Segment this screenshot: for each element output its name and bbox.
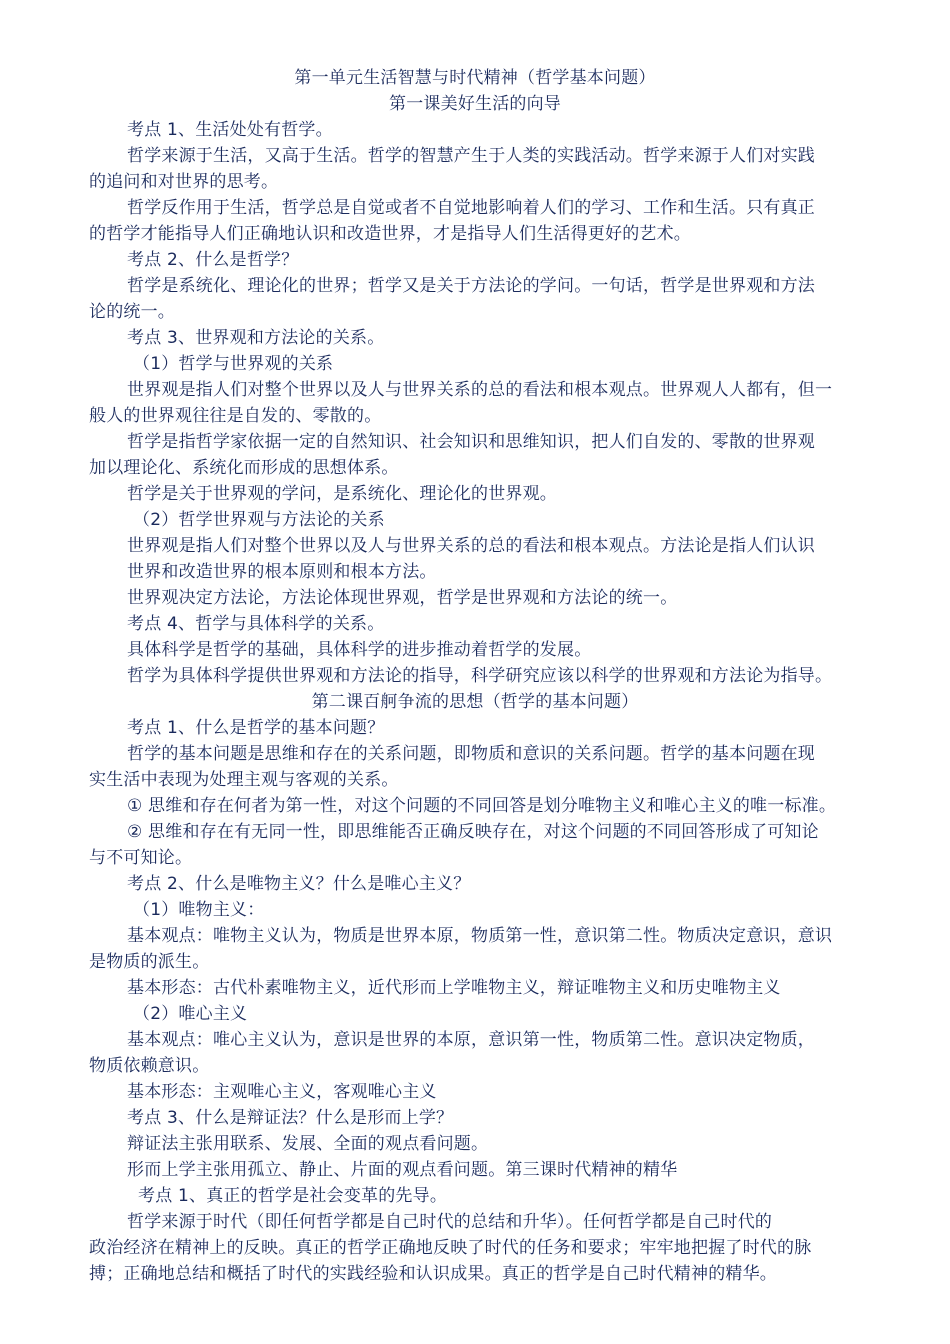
text-line: 考点 2、什么是哲学？ — [127, 250, 299, 270]
text-line: ① 思维和存在何者为第一性，对这个问题的不同回答是划分唯物主义和唯心主义的唯一标准。 — [127, 796, 837, 816]
text-line: （1）唯物主义： — [133, 900, 265, 920]
text-line: 哲学为具体科学提供世界观和方法论的指导，科学研究应该以科学的世界观和方法论为指导。 — [127, 666, 833, 686]
text-line: 搏；正确地总结和概括了时代的实践经验和认识成果。真正的哲学是自己时代精神的精华。 — [89, 1264, 777, 1284]
text-line: 考点 1、生活处处有哲学。 — [127, 120, 333, 140]
text-line: 基本形态：古代朴素唯物主义，近代形而上学唯物主义，辩证唯物主义和历史唯物主义 — [127, 978, 781, 998]
text-line: 与不可知论。 — [89, 848, 193, 868]
text-line: 形而上学主张用孤立、静止、片面的观点看问题。第三课时代精神的精华 — [127, 1160, 678, 1180]
text-line: 基本观点：唯物主义认为，物质是世界本原，物质第一性，意识第二性。物质决定意识，意识 — [127, 926, 833, 946]
text-line: 哲学是系统化、理论化的世界；哲学又是关于方法论的学问。一句话，哲学是世界观和方法 — [127, 276, 815, 296]
text-line: 论的统一。 — [89, 302, 175, 322]
text-line: 具体科学是哲学的基础，具体科学的进步推动着哲学的发展。 — [127, 640, 592, 660]
text-line: 考点 1、什么是哲学的基本问题？ — [127, 718, 385, 738]
text-line: 政治经济在精神上的反映。真正的哲学正确地反映了时代的任务和要求；牢牢地把握了时代的脉 — [89, 1238, 812, 1258]
text-line: 世界观决定方法论，方法论体现世界观，哲学是世界观和方法论的统一。 — [127, 588, 678, 608]
text-line: 哲学是关于世界观的学问，是系统化、理论化的世界观。 — [127, 484, 557, 504]
text-line: 是物质的派生。 — [89, 952, 210, 972]
lesson-1-title: 第一课美好生活的向导 — [389, 94, 561, 114]
text-line: 基本观点：唯心主义认为，意识是世界的本原，意识第一性，物质第二性。意识决定物质， — [127, 1030, 815, 1050]
text-line: 考点 3、世界观和方法论的关系。 — [127, 328, 385, 348]
text-line: 考点 1、真正的哲学是社会变革的先导。 — [138, 1186, 448, 1206]
unit-title: 第一单元生活智慧与时代精神（哲学基本问题） — [294, 68, 656, 88]
text-line: 实生活中表现为处理主观与客观的关系。 — [89, 770, 399, 790]
text-line: 世界观是指人们对整个世界以及人与世界关系的总的看法和根本观点。世界观人人都有，但一 — [127, 380, 833, 400]
text-line: 哲学反作用于生活，哲学总是自觉或者不自觉地影响着人们的学习、工作和生活。只有真正 — [127, 198, 815, 218]
text-line: 哲学来源于时代（即任何哲学都是自己时代的总结和升华）。任何哲学都是自己时代的 — [127, 1212, 773, 1232]
text-line: 哲学的基本问题是思维和存在的关系问题，即物质和意识的关系问题。哲学的基本问题在现 — [127, 744, 815, 764]
text-line: 考点 4、哲学与具体科学的关系。 — [127, 614, 385, 634]
text-line: 考点 3、什么是辩证法？什么是形而上学？ — [127, 1108, 454, 1128]
text-line: 基本形态：主观唯心主义，客观唯心主义 — [127, 1082, 437, 1102]
text-line: 辩证法主张用联系、发展、全面的观点看问题。 — [127, 1134, 489, 1154]
text-line: 哲学来源于生活，又高于生活。哲学的智慧产生于人类的实践活动。哲学来源于人们对实践 — [127, 146, 815, 166]
text-line: 物质依赖意识。 — [89, 1056, 210, 1076]
text-line: 世界观是指人们对整个世界以及人与世界关系的总的看法和根本观点。方法论是指人们认识 — [127, 536, 815, 556]
text-line: 的追问和对世界的思考。 — [89, 172, 279, 192]
text-line: （1）哲学与世界观的关系 — [133, 354, 334, 374]
text-line: 世界和改造世界的根本原则和根本方法。 — [127, 562, 437, 582]
text-line: （2）唯心主义 — [133, 1004, 248, 1024]
text-line: 加以理论化、系统化而形成的思想体系。 — [89, 458, 399, 478]
text-line: 考点 2、什么是唯物主义？什么是唯心主义？ — [127, 874, 471, 894]
text-line: （2）哲学世界观与方法论的关系 — [133, 510, 385, 530]
text-line: 哲学是指哲学家依据一定的自然知识、社会知识和思维知识，把人们自发的、零散的世界观 — [127, 432, 815, 452]
lesson-2-title: 第二课百舸争流的思想（哲学的基本问题） — [311, 692, 639, 712]
text-line: 的哲学才能指导人们正确地认识和改造世界，才是指导人们生活得更好的艺术。 — [89, 224, 691, 244]
text-line: 般人的世界观往往是自发的、零散的。 — [89, 406, 382, 426]
text-line: ② 思维和存在有无同一性，即思维能否正确反映存在，对这个问题的不同回答形成了可知论 — [127, 822, 819, 842]
